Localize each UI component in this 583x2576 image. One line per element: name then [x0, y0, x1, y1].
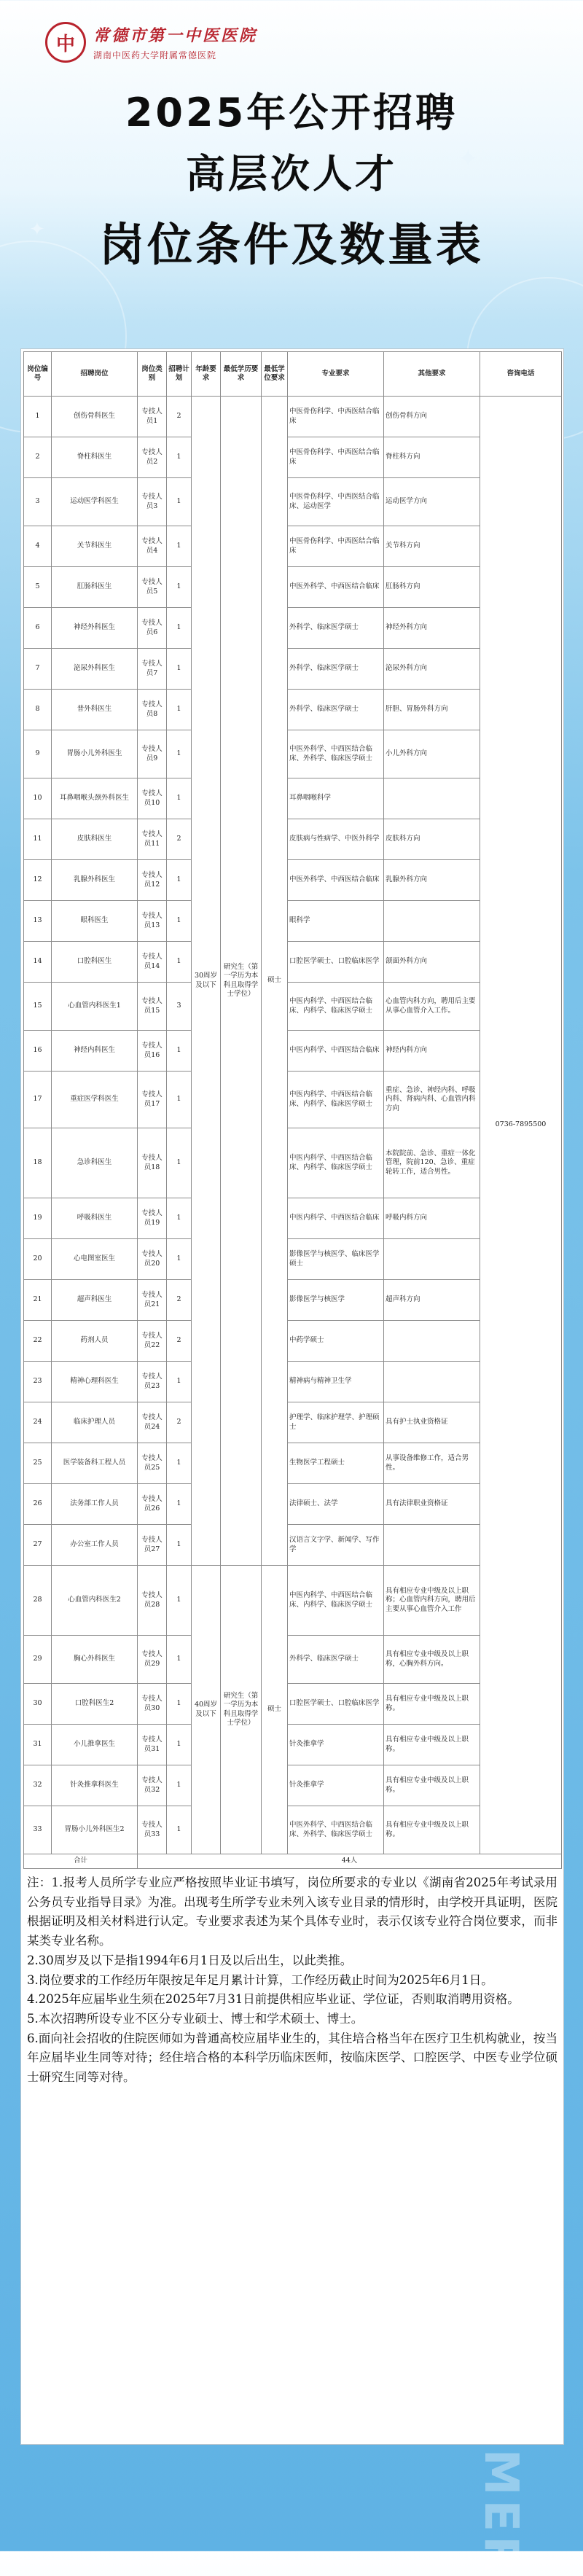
major-requirement: 外科学、临床医学硕士: [288, 1636, 384, 1684]
other-requirement: 具有护士执业资格证: [384, 1402, 480, 1443]
position-plan: 1: [167, 567, 192, 608]
header-cell: 最低学位要求: [262, 352, 288, 397]
position-type: 专技人员29: [138, 1636, 167, 1684]
position-type: 专技人员5: [138, 567, 167, 608]
header-cell: 招聘岗位: [52, 352, 138, 397]
hospital-subname: 湖南中医药大学附属常德医院: [93, 50, 217, 61]
other-requirement: [384, 778, 480, 819]
position-type: 专技人员4: [138, 526, 167, 567]
position-type: 专技人员31: [138, 1725, 167, 1765]
major-requirement: 影像医学与核医学: [288, 1280, 384, 1321]
position-plan: 1: [167, 690, 192, 730]
major-requirement: 针灸推拿学: [288, 1765, 384, 1806]
position-name: 创伤骨科医生: [52, 397, 138, 437]
major-requirement: 皮肤病与性病学、中医外科学: [288, 819, 384, 860]
header-cell: 岗位编号: [24, 352, 52, 397]
position-plan: 1: [167, 1725, 192, 1765]
major-requirement: 口腔医学硕士、口腔临床医学: [288, 942, 384, 983]
notes-section: [27, 1873, 557, 2088]
position-number: 12: [24, 860, 52, 901]
position-type: 专技人员28: [138, 1566, 167, 1636]
position-number: 15: [24, 983, 52, 1031]
position-plan: 1: [167, 860, 192, 901]
position-type: 专技人员26: [138, 1484, 167, 1525]
note-paragraph: 5.本次招聘所设专业不区分专业硕士、博士和学术硕士、博士。: [27, 2012, 364, 2026]
major-requirement: 中药学硕士: [288, 1321, 384, 1362]
position-number: 13: [24, 901, 52, 942]
position-number: 20: [24, 1239, 52, 1280]
note-paragraph: 3.岗位要求的工作经历年限按足年足月累计计算，工作经历截止时间为2025年6月1日。: [27, 1972, 493, 1987]
position-plan: 1: [167, 608, 192, 649]
other-requirement: 呼吸内科方向: [384, 1198, 480, 1239]
major-requirement: 外科学、临床医学硕士: [288, 608, 384, 649]
position-type: 专技人员27: [138, 1525, 167, 1566]
position-type: 专技人员14: [138, 942, 167, 983]
position-plan: 1: [167, 1128, 192, 1198]
other-requirement: 关节科方向: [384, 526, 480, 567]
other-requirement: 肝胆、胃肠外科方向: [384, 690, 480, 730]
title-line-1: 2025年公开招聘: [125, 90, 458, 136]
major-requirement: 中医内科学、中西医结合临床、内科学、临床医学硕士: [288, 1566, 384, 1636]
other-requirement: 超声科方向: [384, 1280, 480, 1321]
major-requirement: 中医内科学、中西医结合临床、内科学、临床医学硕士: [288, 983, 384, 1031]
other-requirement: 神经内科方向: [384, 1031, 480, 1072]
position-plan: 1: [167, 437, 192, 478]
major-requirement: 中医骨伤科学、中西医结合临床: [288, 397, 384, 437]
other-requirement: 具有相应专业中级及以上职称。: [384, 1725, 480, 1765]
other-requirement: 乳腺外科方向: [384, 860, 480, 901]
sparkle-icon: ✦: [29, 219, 45, 241]
major-requirement: 中医内科学、中西医结合临床、内科学、临床医学硕士: [288, 1128, 384, 1198]
total-label: 合计: [24, 1854, 138, 1869]
position-type: 专技人员16: [138, 1031, 167, 1072]
position-name: 关节科医生: [52, 526, 138, 567]
position-plan: 1: [167, 1636, 192, 1684]
position-type: 专技人员21: [138, 1280, 167, 1321]
position-type: 专技人员1: [138, 397, 167, 437]
position-plan: 3: [167, 983, 192, 1031]
major-requirement: 中医外科学、中西医结合临床、外科学、临床医学硕士: [288, 1806, 384, 1854]
position-name: 心血管内科医生1: [52, 983, 138, 1031]
position-number: 3: [24, 478, 52, 526]
position-plan: 1: [167, 649, 192, 690]
consult-phone: 0736-7895500: [480, 397, 562, 1854]
major-requirement: 中医外科学、中西医结合临床、外科学、临床医学硕士: [288, 730, 384, 778]
position-name: 运动医学科医生: [52, 478, 138, 526]
title-line-3: 岗位条件及数量表: [98, 218, 484, 271]
major-requirement: 生物医学工程硕士: [288, 1443, 384, 1484]
other-requirement: 肛肠科方向: [384, 567, 480, 608]
position-number: 4: [24, 526, 52, 567]
position-type: 专技人员32: [138, 1765, 167, 1806]
title-line-2: 高层次人才: [186, 151, 397, 197]
position-type: 专技人员25: [138, 1443, 167, 1484]
position-number: 1: [24, 397, 52, 437]
position-plan: 2: [167, 819, 192, 860]
position-name: 肛肠科医生: [52, 567, 138, 608]
major-requirement: 精神病与精神卫生学: [288, 1362, 384, 1402]
position-number: 8: [24, 690, 52, 730]
position-name: 精神心理科医生: [52, 1362, 138, 1402]
position-type: 专技人员8: [138, 690, 167, 730]
position-name: 皮肤科医生: [52, 819, 138, 860]
note-paragraph: 2.30周岁及以下是指1994年6月1日及以后出生，以此类推。: [27, 1953, 353, 1967]
position-name: 超声科医生: [52, 1280, 138, 1321]
position-number: 29: [24, 1636, 52, 1684]
position-type: 专技人员10: [138, 778, 167, 819]
age-requirement: 40周岁及以下: [192, 1566, 221, 1854]
other-requirement: 创伤骨科方向: [384, 397, 480, 437]
position-plan: 1: [167, 1684, 192, 1725]
position-name: 法务部工作人员: [52, 1484, 138, 1525]
position-type: 专技人员33: [138, 1806, 167, 1854]
major-requirement: 中医骨伤科学、中西医结合临床: [288, 526, 384, 567]
degree-requirement: 硕士: [262, 1566, 288, 1854]
major-requirement: 中医内科学、中西医结合临床: [288, 1031, 384, 1072]
position-type: 专技人员22: [138, 1321, 167, 1362]
position-number: 9: [24, 730, 52, 778]
position-type: 专技人员15: [138, 983, 167, 1031]
other-requirement: 脊柱科方向: [384, 437, 480, 478]
position-name: 胸心外科医生: [52, 1636, 138, 1684]
position-plan: 1: [167, 942, 192, 983]
note-paragraph: 6.面向社会招收的住院医师如为普通高校应届毕业生的，其住培合格当年在医疗卫生机构就业，按当年应届毕业生同等对待；经住培合格的本科学历临床医师，按临床医学、口腔医学、中医专业学位硕士研究生同等对待。: [27, 2031, 557, 2085]
recruitment-card: [20, 348, 564, 2445]
position-number: 16: [24, 1031, 52, 1072]
position-number: 19: [24, 1198, 52, 1239]
position-plan: 1: [167, 1765, 192, 1806]
position-number: 23: [24, 1362, 52, 1402]
hospital-logo-icon: 中: [45, 22, 86, 63]
total-row: [24, 1854, 562, 1869]
position-name: 神经外科医生: [52, 608, 138, 649]
other-requirement: 神经外科方向: [384, 608, 480, 649]
position-number: 6: [24, 608, 52, 649]
other-requirement: 运动医学方向: [384, 478, 480, 526]
position-type: 专技人员7: [138, 649, 167, 690]
position-number: 11: [24, 819, 52, 860]
watermark-text: SUMMER: [474, 2318, 528, 2576]
position-name: 呼吸科医生: [52, 1198, 138, 1239]
table-row: [24, 397, 562, 437]
position-plan: 1: [167, 1525, 192, 1566]
position-name: 耳鼻咽喉头颈外科医生: [52, 778, 138, 819]
position-name: 药剂人员: [52, 1321, 138, 1362]
other-requirement: 从事设备维修工作，适合男性。: [384, 1443, 480, 1484]
total-value: 44人: [138, 1854, 562, 1869]
position-type: 专技人员23: [138, 1362, 167, 1402]
position-plan: 2: [167, 1321, 192, 1362]
position-plan: 1: [167, 901, 192, 942]
position-name: 胃肠小儿外科医生: [52, 730, 138, 778]
major-requirement: 汉语言文字学、新闻学、写作学: [288, 1525, 384, 1566]
position-number: 32: [24, 1765, 52, 1806]
major-requirement: 中医内科学、中西医结合临床: [288, 1198, 384, 1239]
header-cell: 最低学历要求: [221, 352, 262, 397]
table-header-row: [24, 352, 562, 397]
major-requirement: 耳鼻咽喉科学: [288, 778, 384, 819]
position-type: 专技人员20: [138, 1239, 167, 1280]
header-cell: 年龄要求: [192, 352, 221, 397]
education-requirement: 研究生（第一学历为本科且取得学士学位）: [221, 1566, 262, 1854]
position-type: 专技人员17: [138, 1072, 167, 1128]
major-requirement: 中医骨伤科学、中西医结合临床、运动医学: [288, 478, 384, 526]
position-plan: 1: [167, 1443, 192, 1484]
position-plan: 1: [167, 1031, 192, 1072]
position-number: 26: [24, 1484, 52, 1525]
position-name: 临床护理人员: [52, 1402, 138, 1443]
position-name: 重症医学科医生: [52, 1072, 138, 1128]
position-plan: 1: [167, 1362, 192, 1402]
position-number: 5: [24, 567, 52, 608]
other-requirement: 心血管内科方向，聘用后主要从事心血管介入工作。: [384, 983, 480, 1031]
position-number: 21: [24, 1280, 52, 1321]
position-name: 胃肠小儿外科医生2: [52, 1806, 138, 1854]
header-cell: 专业要求: [288, 352, 384, 397]
other-requirement: 具有相应专业中级及以上职称；心血管内科方向，聘用后主要从事心血管介入工作: [384, 1566, 480, 1636]
major-requirement: 针灸推拿学: [288, 1725, 384, 1765]
hospital-name: 常德市第一中医医院: [93, 26, 258, 45]
position-name: 普外科医生: [52, 690, 138, 730]
position-type: 专技人员2: [138, 437, 167, 478]
position-name: 口腔科医生2: [52, 1684, 138, 1725]
other-requirement: 具有法律职业资格证: [384, 1484, 480, 1525]
position-plan: 1: [167, 778, 192, 819]
position-type: 专技人员13: [138, 901, 167, 942]
position-type: 专技人员18: [138, 1128, 167, 1198]
position-name: 针灸推拿科医生: [52, 1765, 138, 1806]
position-plan: 1: [167, 1072, 192, 1128]
other-requirement: 具有相应专业中级及以上职称。: [384, 1684, 480, 1725]
note-paragraph: 注：1.报考人员所学专业应严格按照毕业证书填写，岗位所要求的专业以《湖南省2025年考试录用公务员专业指导目录》为准。出现考生所学专业未列入该专业目录的情形时，由学校开具证明，医院根据证明及相关材料进行认定。专业要求表述为某个具体专业时，表示仅该专业符合岗位要求，而非某类专业名称。: [27, 1876, 557, 1948]
position-number: 10: [24, 778, 52, 819]
major-requirement: 口腔医学硕士、口腔临床医学: [288, 1684, 384, 1725]
major-requirement: 法律硕士、法学: [288, 1484, 384, 1525]
position-number: 18: [24, 1128, 52, 1198]
position-plan: 1: [167, 526, 192, 567]
sparkle-icon: ✦: [458, 144, 479, 173]
position-plan: 1: [167, 1198, 192, 1239]
position-name: 小儿推拿医生: [52, 1725, 138, 1765]
other-requirement: [384, 1239, 480, 1280]
major-requirement: 影像医学与核医学、临床医学硕士: [288, 1239, 384, 1280]
position-type: 专技人员9: [138, 730, 167, 778]
other-requirement: [384, 901, 480, 942]
position-name: 乳腺外科医生: [52, 860, 138, 901]
position-number: 22: [24, 1321, 52, 1362]
other-requirement: 泌尿外科方向: [384, 649, 480, 690]
position-number: 27: [24, 1525, 52, 1566]
education-requirement: 研究生（第一学历为本科且取得学士学位）: [221, 397, 262, 1566]
major-requirement: 外科学、临床医学硕士: [288, 690, 384, 730]
position-name: 心血管内科医生2: [52, 1566, 138, 1636]
position-type: 专技人员12: [138, 860, 167, 901]
other-requirement: [384, 1321, 480, 1362]
other-requirement: 小儿外科方向: [384, 730, 480, 778]
header-cell: 咨询电话: [480, 352, 562, 397]
header-cell: 其他要求: [384, 352, 480, 397]
positions-table: [23, 351, 562, 1869]
position-plan: 2: [167, 1402, 192, 1443]
position-plan: 1: [167, 478, 192, 526]
position-number: 31: [24, 1725, 52, 1765]
hospital-logo-block: [45, 22, 257, 63]
position-number: 2: [24, 437, 52, 478]
position-number: 33: [24, 1806, 52, 1854]
header-cell: 岗位类别: [138, 352, 167, 397]
other-requirement: [384, 1525, 480, 1566]
position-type: 专技人员3: [138, 478, 167, 526]
other-requirement: 重症、急诊、神经内科、呼吸内科、肾病内科、心血管内科方向: [384, 1072, 480, 1128]
position-plan: 1: [167, 1239, 192, 1280]
position-number: 17: [24, 1072, 52, 1128]
position-number: 24: [24, 1402, 52, 1443]
position-name: 办公室工作人员: [52, 1525, 138, 1566]
position-type: 专技人员19: [138, 1198, 167, 1239]
position-number: 7: [24, 649, 52, 690]
position-name: 泌尿外科医生: [52, 649, 138, 690]
position-type: 专技人员11: [138, 819, 167, 860]
major-requirement: 中医外科学、中西医结合临床: [288, 860, 384, 901]
major-requirement: 中医外科学、中西医结合临床: [288, 567, 384, 608]
other-requirement: [384, 1362, 480, 1402]
position-number: 30: [24, 1684, 52, 1725]
position-type: 专技人员6: [138, 608, 167, 649]
position-name: 脊柱科医生: [52, 437, 138, 478]
position-type: 专技人员24: [138, 1402, 167, 1443]
position-name: 医学装备科工程人员: [52, 1443, 138, 1484]
position-number: 28: [24, 1566, 52, 1636]
position-name: 口腔科医生: [52, 942, 138, 983]
degree-requirement: 硕士: [262, 397, 288, 1566]
page-header: [0, 0, 583, 343]
header-cell: 招聘计划: [167, 352, 192, 397]
position-number: 25: [24, 1443, 52, 1484]
position-plan: 1: [167, 1566, 192, 1636]
other-requirement: 具有相应专业中级及以上职称。: [384, 1806, 480, 1854]
position-plan: 1: [167, 730, 192, 778]
position-name: 心电图室医生: [52, 1239, 138, 1280]
major-requirement: 中医骨伤科学、中西医结合临床: [288, 437, 384, 478]
position-plan: 1: [167, 1806, 192, 1854]
position-name: 眼科医生: [52, 901, 138, 942]
other-requirement: 皮肤科方向: [384, 819, 480, 860]
other-requirement: 具有相应专业中级及以上职称。: [384, 1765, 480, 1806]
major-requirement: 眼科学: [288, 901, 384, 942]
other-requirement: 颌面外科方向: [384, 942, 480, 983]
major-requirement: 外科学、临床医学硕士: [288, 649, 384, 690]
other-requirement: 本院院前、急诊、重症一体化管理，院前120、急诊、重症轮转工作，适合男性。: [384, 1128, 480, 1198]
position-name: 急诊科医生: [52, 1128, 138, 1198]
position-number: 14: [24, 942, 52, 983]
major-requirement: 中医内科学、中西医结合临床、内科学、临床医学硕士: [288, 1072, 384, 1128]
position-plan: 2: [167, 397, 192, 437]
position-plan: 1: [167, 1484, 192, 1525]
major-requirement: 护理学、临床护理学、护理硕士: [288, 1402, 384, 1443]
note-paragraph: 4.2025年应届毕业生须在2025年7月31日前提供相应毕业证、学位证，否则取消聘用资格。: [27, 1992, 520, 2007]
position-type: 专技人员30: [138, 1684, 167, 1725]
position-plan: 2: [167, 1280, 192, 1321]
position-name: 神经内科医生: [52, 1031, 138, 1072]
age-requirement: 30周岁及以下: [192, 397, 221, 1566]
other-requirement: 具有相应专业中级及以上职称，心胸外科方向。: [384, 1636, 480, 1684]
